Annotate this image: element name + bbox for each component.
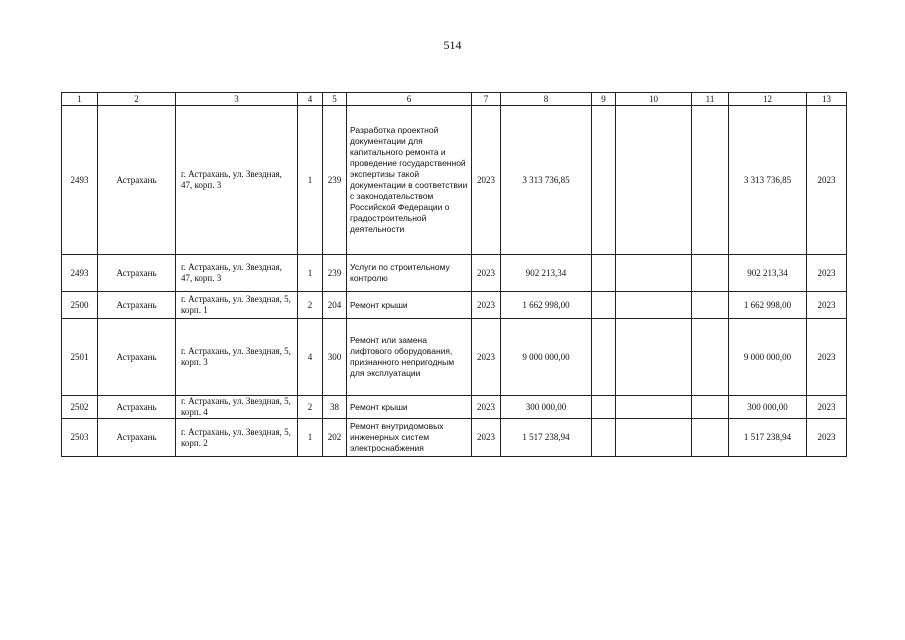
year2-cell: 2023 — [807, 106, 847, 255]
year-cell: 2023 — [472, 419, 501, 457]
cost-cell: 1 517 238,94 — [501, 419, 592, 457]
year-cell: 2023 — [472, 319, 501, 396]
year-cell: 2023 — [472, 106, 501, 255]
address-cell: г. Астрахань, ул. Звездная, 47, корп. 3 — [176, 106, 298, 255]
table-row — [62, 396, 847, 419]
col9-cell — [592, 419, 616, 457]
col11-cell — [692, 396, 729, 419]
column-number: 7 — [472, 93, 501, 106]
address-cell: г. Астрахань, ул. Звездная, 5, корп. 4 — [176, 396, 298, 419]
total-cell: 9 000 000,00 — [729, 319, 807, 396]
cost-cell: 9 000 000,00 — [501, 319, 592, 396]
col10-cell — [616, 255, 692, 292]
column-number: 3 — [176, 93, 298, 106]
work-type-cell: Разработка проектной документации для капитального ремонта и проведение государственной экспертизы такой документации в соответствии с законодательством Российской Федерации о градостроительной деятельности — [347, 106, 472, 255]
address-cell: г. Астрахань, ул. Звездная, 5, корп. 3 — [176, 319, 298, 396]
column-number: 4 — [298, 93, 323, 106]
column-number: 5 — [323, 93, 347, 106]
col4-cell: 4 — [298, 319, 323, 396]
city-cell: Астрахань — [98, 292, 176, 319]
total-cell: 1 517 238,94 — [729, 419, 807, 457]
year2-cell: 2023 — [807, 419, 847, 457]
cost-cell: 3 313 736,85 — [501, 106, 592, 255]
city-cell: Астрахань — [98, 419, 176, 457]
column-number: 11 — [692, 93, 729, 106]
year2-cell: 2023 — [807, 319, 847, 396]
city-cell: Астрахань — [98, 396, 176, 419]
table-row — [62, 419, 847, 457]
col5-cell: 204 — [323, 292, 347, 319]
total-cell: 902 213,34 — [729, 255, 807, 292]
col11-cell — [692, 255, 729, 292]
col4-cell: 2 — [298, 396, 323, 419]
table-row — [62, 319, 847, 396]
year-cell: 2023 — [472, 292, 501, 319]
col4-cell: 1 — [298, 419, 323, 457]
total-cell: 1 662 998,00 — [729, 292, 807, 319]
col4-cell: 1 — [298, 255, 323, 292]
year-cell: 2023 — [472, 255, 501, 292]
year2-cell: 2023 — [807, 255, 847, 292]
col5-cell: 239 — [323, 255, 347, 292]
total-cell: 3 313 736,85 — [729, 106, 807, 255]
col9-cell — [592, 106, 616, 255]
col9-cell — [592, 319, 616, 396]
col11-cell — [692, 292, 729, 319]
row-id: 2493 — [62, 106, 98, 255]
year2-cell: 2023 — [807, 292, 847, 319]
column-number: 2 — [98, 93, 176, 106]
cost-cell: 902 213,34 — [501, 255, 592, 292]
column-number: 6 — [347, 93, 472, 106]
city-cell: Астрахань — [98, 319, 176, 396]
work-type-cell: Ремонт крыши — [347, 292, 472, 319]
address-cell: г. Астрахань, ул. Звездная, 5, корп. 1 — [176, 292, 298, 319]
col10-cell — [616, 106, 692, 255]
address-cell: г. Астрахань, ул. Звездная, 47, корп. 3 — [176, 255, 298, 292]
column-number: 10 — [616, 93, 692, 106]
col10-cell — [616, 292, 692, 319]
row-id: 2493 — [62, 255, 98, 292]
col5-cell: 239 — [323, 106, 347, 255]
address-cell: г. Астрахань, ул. Звездная, 5, корп. 2 — [176, 419, 298, 457]
col5-cell: 300 — [323, 319, 347, 396]
col4-cell: 2 — [298, 292, 323, 319]
row-id: 2503 — [62, 419, 98, 457]
col4-cell: 1 — [298, 106, 323, 255]
column-number: 1 — [62, 93, 98, 106]
year2-cell: 2023 — [807, 396, 847, 419]
col11-cell — [692, 106, 729, 255]
table-row — [62, 292, 847, 319]
col11-cell — [692, 319, 729, 396]
repair-register-table — [61, 92, 847, 457]
column-number: 12 — [729, 93, 807, 106]
col9-cell — [592, 292, 616, 319]
year-cell: 2023 — [472, 396, 501, 419]
cost-cell: 1 662 998,00 — [501, 292, 592, 319]
col9-cell — [592, 255, 616, 292]
col10-cell — [616, 419, 692, 457]
col10-cell — [616, 319, 692, 396]
column-number-row — [62, 93, 847, 106]
work-type-cell: Услуги по строительному контролю — [347, 255, 472, 292]
page-number: 514 — [443, 38, 462, 52]
col5-cell: 202 — [323, 419, 347, 457]
col9-cell — [592, 396, 616, 419]
work-type-cell: Ремонт или замена лифтового оборудования, признанного непригодным для эксплуатации — [347, 319, 472, 396]
col10-cell — [616, 396, 692, 419]
table-row — [62, 106, 847, 255]
col5-cell: 38 — [323, 396, 347, 419]
column-number: 9 — [592, 93, 616, 106]
work-type-cell: Ремонт внутридомовых инженерных систем электроснабжения — [347, 419, 472, 457]
column-number: 13 — [807, 93, 847, 106]
column-number: 8 — [501, 93, 592, 106]
total-cell: 300 000,00 — [729, 396, 807, 419]
row-id: 2500 — [62, 292, 98, 319]
row-id: 2502 — [62, 396, 98, 419]
work-type-cell: Ремонт крыши — [347, 396, 472, 419]
col11-cell — [692, 419, 729, 457]
row-id: 2501 — [62, 319, 98, 396]
city-cell: Астрахань — [98, 106, 176, 255]
cost-cell: 300 000,00 — [501, 396, 592, 419]
city-cell: Астрахань — [98, 255, 176, 292]
table-row — [62, 255, 847, 292]
